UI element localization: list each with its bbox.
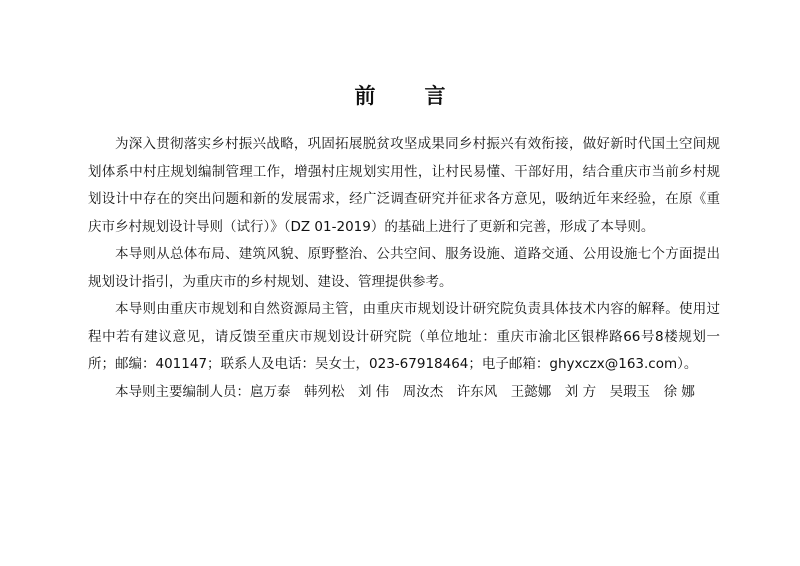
paragraph-authors: 本导则主要编制人员：扈万泰 韩列松 刘 伟 周汝杰 许东风 王懿娜 刘 方 吴瑕玉 徐 娜 xyxy=(115,383,695,400)
page-title: 前 言 xyxy=(354,84,460,108)
preface-body xyxy=(88,131,720,406)
paragraph-purpose: 为深入贯彻落实乡村振兴战略，巩固拓展脱贫攻坚成果同乡村振兴有效衔接，做好新时代国土空间规划体系中村庄规划编制管理工作，增强村庄规划实用性，让村民易懂、干部好用，结合重庆市当前乡村规划设计中存在的突出问题和新的发展需求，经广泛调查研究并征求各方意见，吸纳近年来经验，在原《重庆市乡村规划设计导则（试行）》（DZ 01-2019）的基础上进行了更新和完善，形成了本导则。 xyxy=(88,136,720,235)
paragraph-contact: 本导则由重庆市规划和自然资源局主管，由重庆市规划设计研究院负责具体技术内容的解释。使用过程中若有建议意见，请反馈至重庆市规划设计研究院（单位地址：重庆市渝北区银桦路66号8楼规划一所；邮编：401147；联系人及电话：吴女士，023-67918464；电子邮箱：ghyxczx@163.com）。 xyxy=(88,301,720,372)
paragraph-scope: 本导则从总体布局、建筑风貌、原野整治、公共空间、服务设施、道路交通、公用设施七个方面提出规划设计指引，为重庆市的乡村规划、建设、管理提供参考。 xyxy=(88,246,720,290)
